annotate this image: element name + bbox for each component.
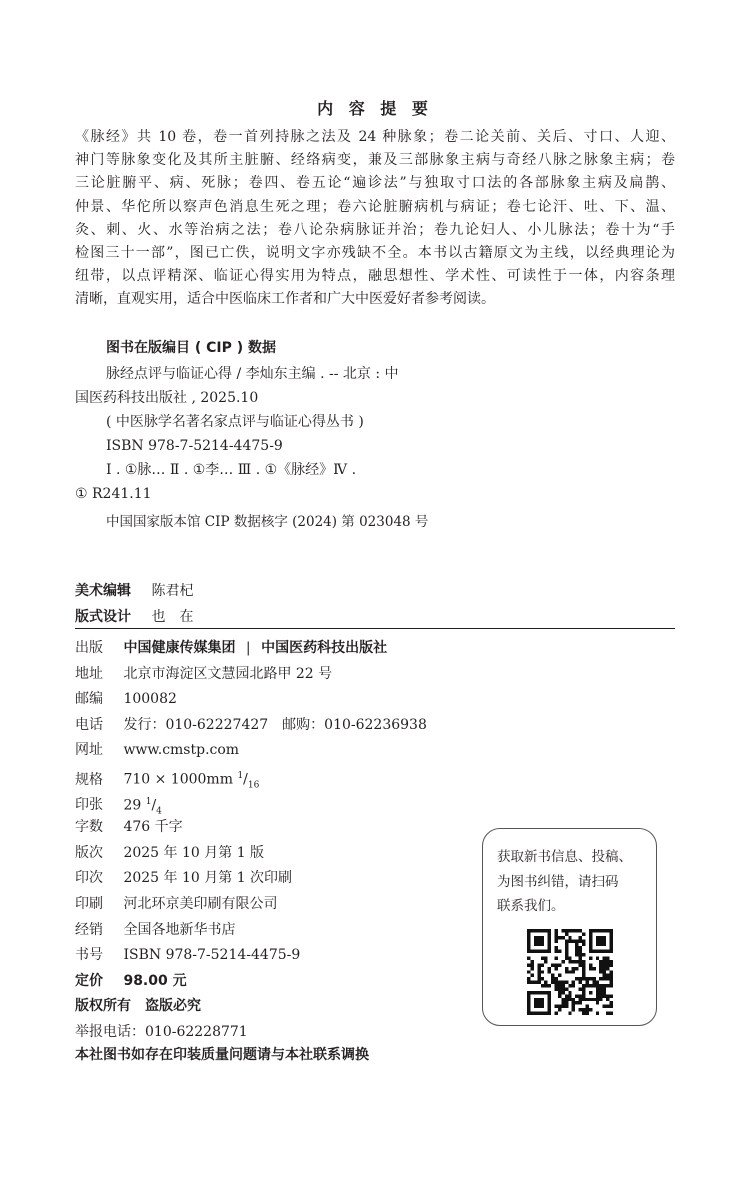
cip-line: ISBN 978-7-5214-4475-9 xyxy=(106,438,283,454)
info-row: 规格 710 × 1000mm $^1/_{16}$ xyxy=(75,764,427,790)
info-label: 地址 xyxy=(75,665,103,682)
publisher-name: 中国医药科技出版社 xyxy=(261,640,388,656)
summary-line: 检图三十一部”，图已亡佚，说明文字亦残缺不全。本书以古籍原文为主线，以经典理论为 xyxy=(75,244,675,261)
summary-title: 内 容 提 要 xyxy=(317,99,433,118)
cip-line: Ⅰ . ①脉… Ⅱ . ①李… Ⅲ . ①《脉经》Ⅳ . xyxy=(106,462,357,478)
qr-callout xyxy=(482,828,657,1026)
sheets-value: 29 xyxy=(123,797,146,814)
info-row xyxy=(75,713,427,739)
info-row xyxy=(75,1020,427,1046)
cip-record xyxy=(75,362,455,506)
summary-body xyxy=(75,126,675,312)
info-row xyxy=(75,687,427,713)
credits xyxy=(75,578,193,630)
summary-line: 灸、刺、火、水等治病之法；卷八论杂病脉证并治；卷九论妇人、小儿脉法；卷十为“手 xyxy=(75,221,675,238)
publisher-group: 中国健康传媒集团 xyxy=(123,640,236,656)
summary-line: 三论脏腑平、病、死脉；卷四、卷五论“遍诊法”与独取寸口法的各部脉象主病及扁鹊、 xyxy=(75,175,675,192)
credit-value: 陈君杞 xyxy=(151,583,194,599)
info-label: 网址 xyxy=(75,742,103,759)
info-row xyxy=(75,841,427,867)
separator: | xyxy=(245,640,251,656)
cip-line: ① R241.11 xyxy=(75,486,152,502)
info-row xyxy=(75,918,427,944)
credit-row xyxy=(75,604,193,630)
info-value: 发行：010-62227427 邮购：010-62236938 xyxy=(123,716,427,733)
info-row xyxy=(75,969,427,995)
copyright-notice: 版权所有 盗版必究 xyxy=(75,998,201,1015)
info-label: 规格 xyxy=(75,771,103,788)
cip-line: 脉经点评与临证心得 / 李灿东主编 . -- 北京 : 中 xyxy=(106,366,399,382)
format-denominator: 16 xyxy=(247,780,260,791)
website-value: www.cmstp.com xyxy=(123,742,240,759)
info-value: 北京市海淀区文慧园北路甲 22 号 xyxy=(123,665,333,682)
publication-info xyxy=(75,636,427,1046)
info-row xyxy=(75,892,427,918)
summary-line: 纽带，以点评精深、临证心得实用为特点，融思想性、学术性、可读性于一体，内容条理 xyxy=(75,268,675,285)
info-value: 河北环京美印刷有限公司 xyxy=(123,895,278,912)
sheets-denominator: 4 xyxy=(156,806,162,817)
isbn-value: ISBN 978-7-5214-4475-9 xyxy=(123,947,301,964)
info-value: 476 千字 xyxy=(123,819,183,836)
summary-line: 仲景、华佗所以察声色消息生死之理；卷六论脏腑病机与病证；卷七论汗、吐、下、温、 xyxy=(75,198,675,215)
info-label: 经销 xyxy=(75,921,103,938)
credit-label: 美术编辑 xyxy=(75,583,131,599)
info-row xyxy=(75,994,427,1020)
divider xyxy=(75,628,675,629)
info-label: 出版 xyxy=(75,640,103,656)
credit-row xyxy=(75,578,193,604)
cip-line: 国医药科技出版社 , 2025.10 xyxy=(75,390,259,406)
summary-line: 《脉经》共 10 卷，卷一首列持脉之法及 24 种脉象；卷二论关前、关后、寸口、人迎、 xyxy=(75,129,675,145)
info-label: 印刷 xyxy=(75,895,103,912)
info-label: 邮编 xyxy=(75,691,103,708)
qr-text-line: 联系我们。 xyxy=(497,898,565,914)
info-value: 全国各地新华书店 xyxy=(123,921,236,938)
sheets-numerator: 1 xyxy=(145,796,152,807)
info-value: 2025 年 10 月第 1 版 xyxy=(123,844,265,861)
info-row xyxy=(75,738,427,764)
cip-title: 图书在版编目 ( CIP ) 数据 xyxy=(106,340,277,356)
info-label: 印张 xyxy=(75,797,103,814)
cip-verify-number: 中国国家版本馆 CIP 数据核字 (2024) 第 023048 号 xyxy=(106,514,429,530)
summary-line: 神门等脉象变化及其所主脏腑、经络病变，兼及三部脉象主病与奇经八脉之脉象主病；卷 xyxy=(75,152,675,169)
info-row xyxy=(75,636,427,662)
info-value: 100082 xyxy=(123,691,177,708)
info-row xyxy=(75,662,427,688)
quality-notice: 本社图书如存在印装质量问题请与本社联系调换 xyxy=(75,1047,369,1063)
credit-label: 版式设计 xyxy=(75,609,131,625)
info-value: 2025 年 10 月第 1 次印刷 xyxy=(123,870,293,887)
qr-text-line: 获取新书信息、投稿、 xyxy=(497,849,632,865)
summary-line: 清晰，直观实用，适合中医临床工作者和广大中医爱好者参考阅读。 xyxy=(75,291,495,308)
qr-code-icon[interactable] xyxy=(527,929,613,1015)
format-numerator: 1 xyxy=(237,770,244,781)
cip-line: ( 中医脉学名著名家点评与临证心得丛书 ) xyxy=(106,414,364,430)
info-label: 印次 xyxy=(75,870,103,887)
info-row: 印张 29 $^1/_4$ xyxy=(75,790,427,816)
report-phone: 举报电话：010-62228771 xyxy=(75,1023,248,1040)
info-row xyxy=(75,866,427,892)
format-value: 710 × 1000mm xyxy=(123,771,238,788)
credit-value: 也 在 xyxy=(151,609,194,625)
info-label: 电话 xyxy=(75,716,103,733)
price-value: 98.00 元 xyxy=(123,972,187,989)
qr-callout-text xyxy=(497,845,647,919)
info-row xyxy=(75,815,427,841)
info-label: 版次 xyxy=(75,844,103,861)
info-label: 定价 xyxy=(75,972,103,989)
info-label: 字数 xyxy=(75,819,103,836)
qr-text-line: 为图书纠错，请扫码 xyxy=(497,873,619,890)
info-row xyxy=(75,943,427,969)
info-label: 书号 xyxy=(75,947,103,964)
